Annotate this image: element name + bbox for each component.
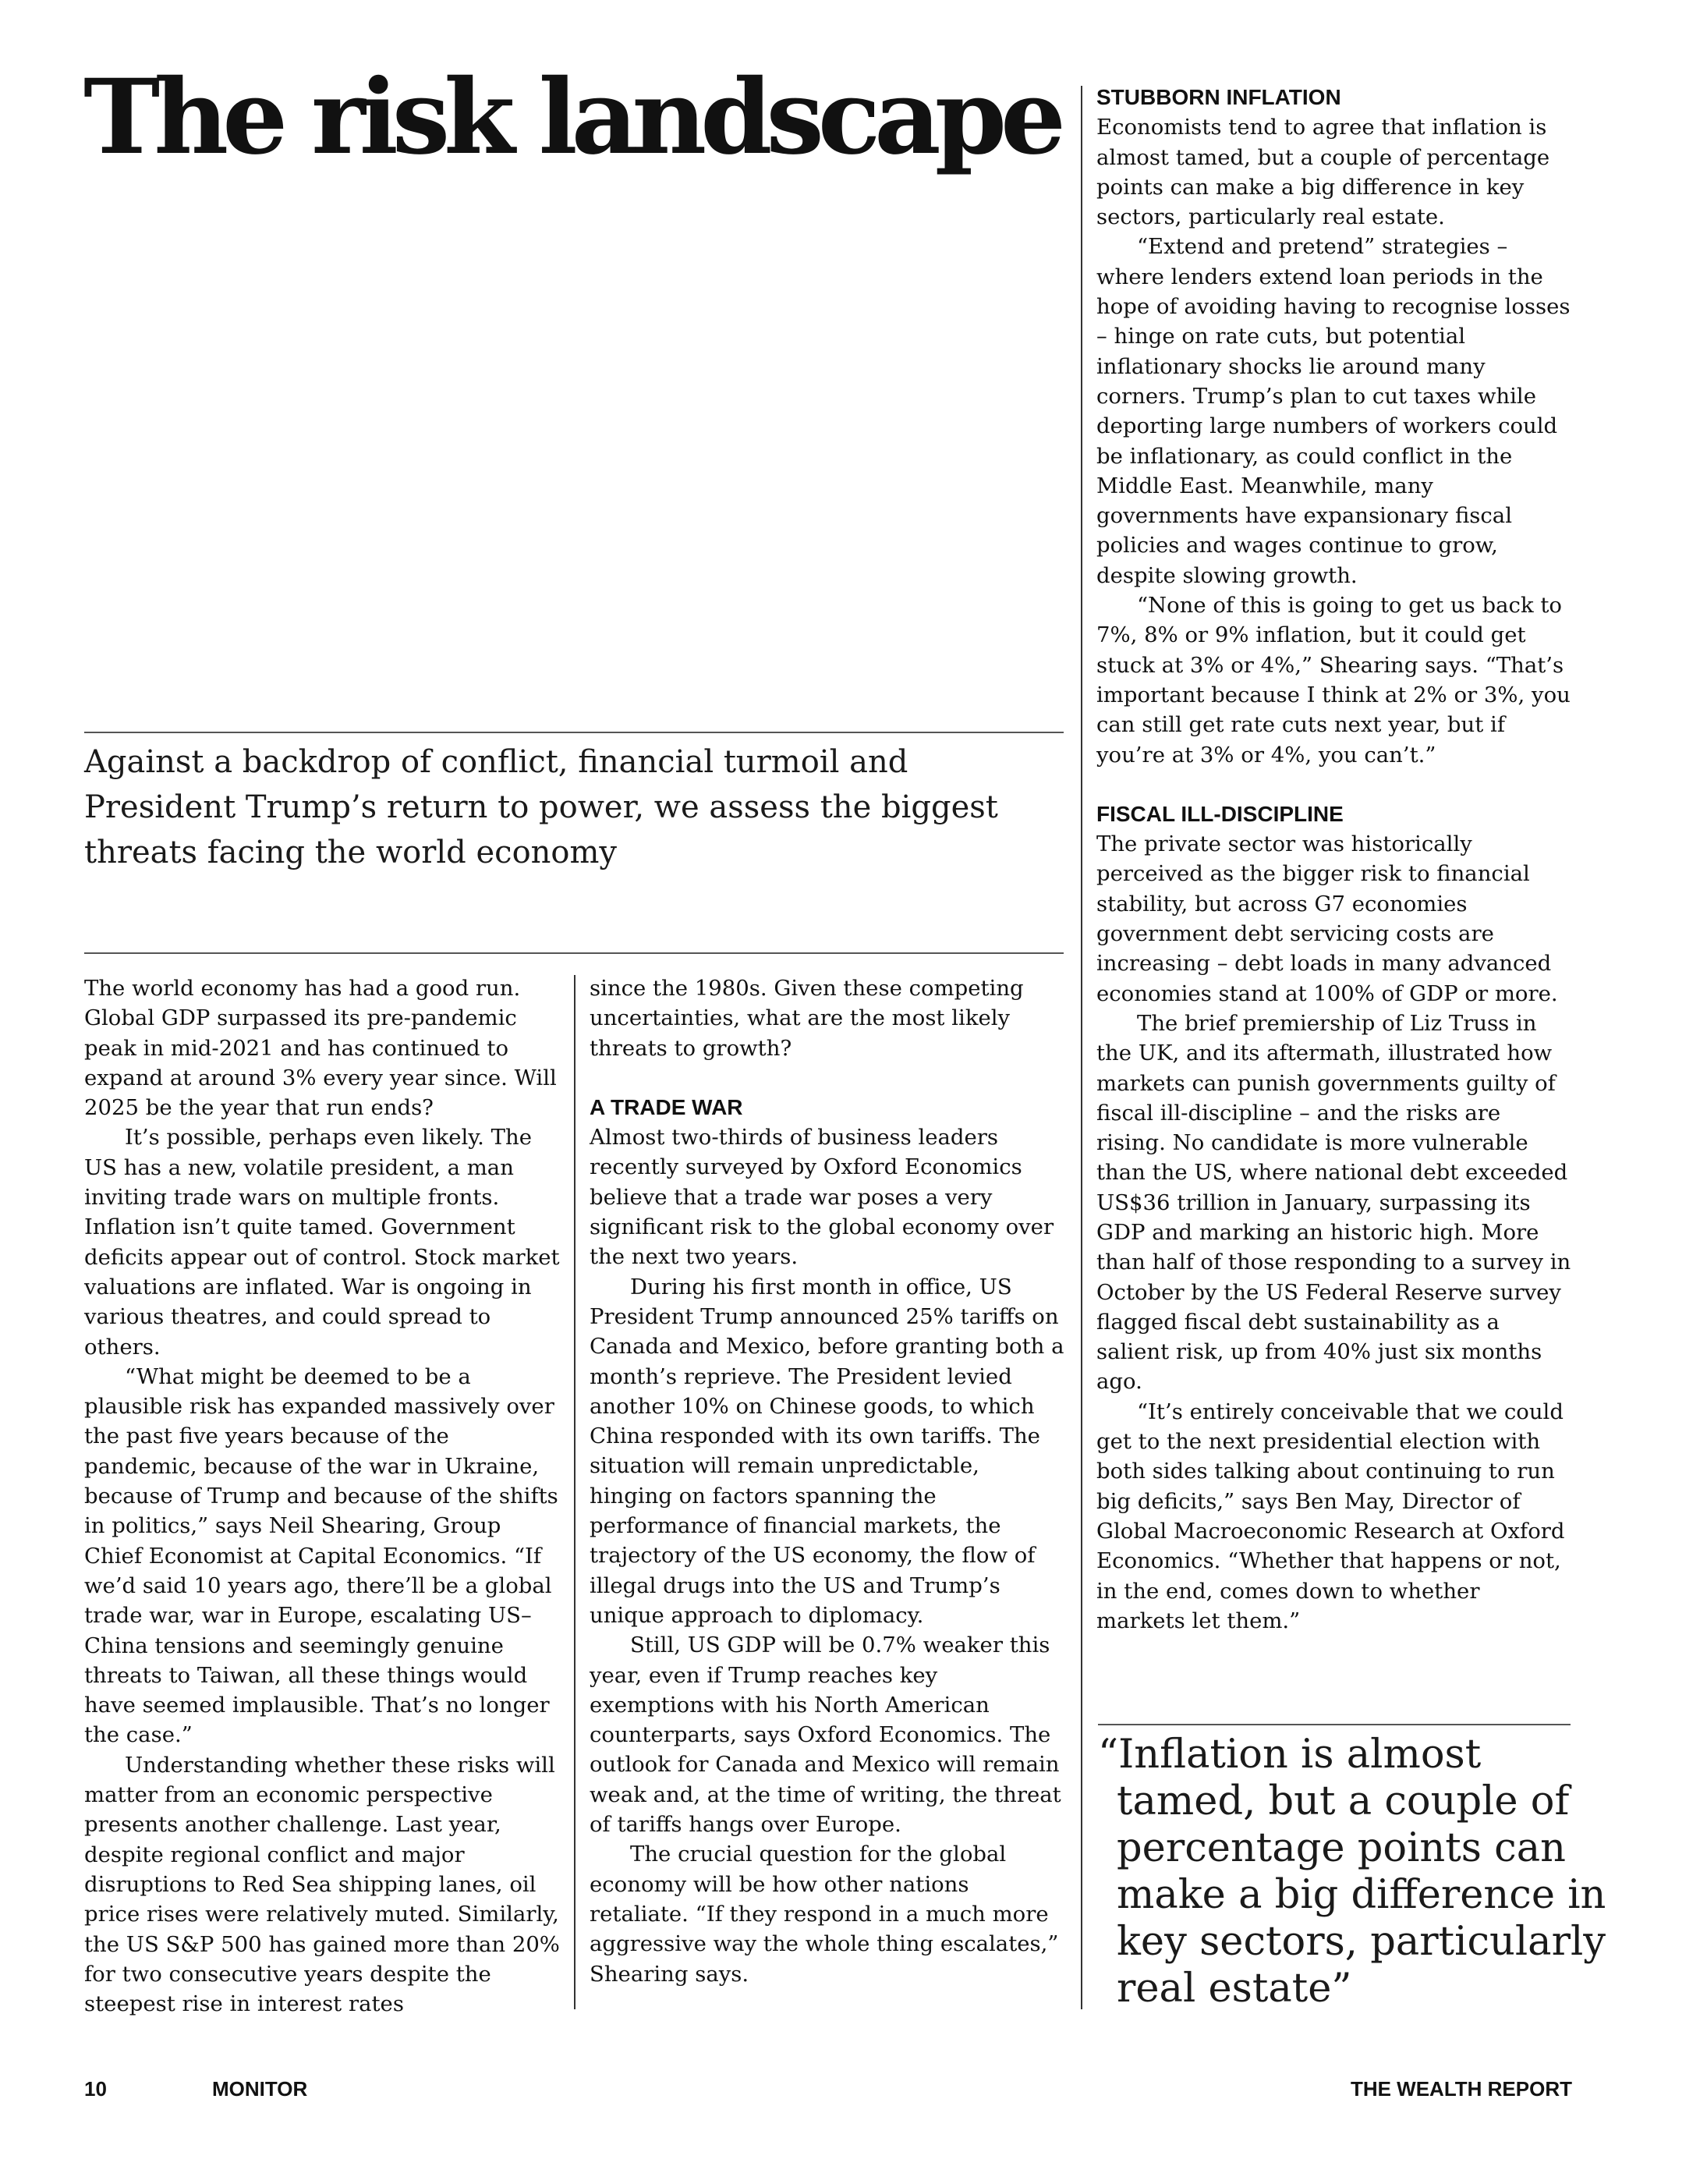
- standfirst: Against a backdrop of conflict, financial turmoil and President Trump’s return to power, we assess the biggest threats facing the world economy: [84, 744, 998, 870]
- section-label: MONITOR: [212, 2077, 308, 2101]
- body-paragraph: During his first month in office, US President Trump announced 25% tariffs on Canada and Mexico, before granting both a month’s reprieve. The President levied another 10% on Chinese goods, to which China responded with its own tariffs. The situation will remain unpredictable, hinging on factors spanning the performance of financial markets, the trajectory of the US economy, the flow of illegal drugs into the US and Trump’s unique approach to diplomacy.: [590, 1274, 1064, 1628]
- body-paragraph: “What might be deemed to be a plausible risk has expanded massively over the past five years because of the pandemic, because of the war in Ukraine, because of Trump and because of the shifts in politics,” says Neil Shearing, Group Chief Economist at Capital Economics. “If we’d said 10 years ago, there’ll be a global trade war, war in Europe, escalating US–China tensions and seemingly genuine threats to Taiwan, all these things would have seemed implausible. That’s no longer the case.”: [84, 1363, 558, 1748]
- body-paragraph: The world economy has had a good run. Global GDP surpassed its pre-pandemic peak in mid-2021 and has continued to expand at around 3% every year since. Will 2025 be the year that run ends?: [84, 976, 557, 1121]
- body-paragraph: since the 1980s. Given these competing uncertainties, what are the most likely threats to growth?: [590, 976, 1024, 1061]
- body-paragraph: “It’s entirely conceivable that we could get to the next presidential election with both sides talking about continuing to run big deficits,” says Ben May, Director of Global Macroeconomic Research at Oxford Economics. “Whether that happens or not, in the end, comes down to whether markets let them.”: [1096, 1399, 1565, 1633]
- standfirst-top-rule: [84, 732, 1064, 733]
- body-paragraph: The brief premiership of Liz Truss in the UK, and its aftermath, illustrated how markets can punish governments guilty of fiscal ill-discipline – and the risks are rising. No candidate is more vulnerable than the US, where national debt exceeded US$36 trillion in January, surpassing its GDP and marking an historic high. More than half of those responding to a survey in October by the US Federal Reserve survey flagged fiscal debt sustainability as a salient risk, up from 40% just six months ago.: [1096, 1010, 1571, 1395]
- pull-quote-rule: [1098, 1724, 1571, 1725]
- body-column-3: [1096, 83, 1572, 1636]
- body-paragraph: Almost two-thirds of business leaders recently surveyed by Oxford Economics believe that a trade war poses a very significant risk to the global economy over the next two years.: [590, 1125, 1054, 1270]
- column-divider-right: [1081, 86, 1082, 2009]
- body-top-rule: [84, 952, 1064, 954]
- body-paragraph: The private sector was historically perceived as the bigger risk to financial stability, but across G7 economies government debt servicing costs are increasing – debt loads in many advanced economies stand at 100% of GDP or more.: [1096, 831, 1558, 1006]
- body-paragraph: Economists tend to agree that inflation is almost tamed, but a couple of percentage points can make a big difference in key sectors, particularly real estate.: [1096, 115, 1550, 230]
- pull-quote: “Inflation is almost tamed, but a couple of percentage points can make a big difference in key sectors, particularly real estate”: [1098, 1732, 1606, 2012]
- publication-name: THE WEALTH REPORT: [1350, 2077, 1572, 2101]
- body-paragraph: “Extend and pretend” strategies – where lenders extend loan periods in the hope of avoiding having to recognise losses – hinge on rate cuts, but potential inflationary shocks lie around many corners. Trump’s plan to cut taxes while deporting large numbers of workers could be inflationary, as could conflict in the Middle East. Meanwhile, many governments have expansionary fiscal policies and wages continue to grow, despite slowing growth.: [1096, 234, 1571, 588]
- body-paragraph: Understanding whether these risks will matter from an economic perspective presents another challenge. Last year, despite regional conflict and major disruptions to Red Sea shipping lanes, oil price rises were relatively muted. Similarly, the US S&P 500 has gained more than 20% for two consecutive years despite the steepest rise in interest rates: [84, 1752, 560, 2017]
- section-heading-inflation: STUBBORN INFLATION: [1096, 85, 1341, 109]
- body-column-2: [590, 973, 1065, 1989]
- body-paragraph: It’s possible, perhaps even likely. The US has a new, volatile president, a man inviting trade wars on multiple fronts. Inflation isn’t quite tamed. Government deficits appear out of control. Stock market valuations are inflated. War is ongoing in various theatres, and could spread to others.: [84, 1125, 560, 1360]
- column-divider-middle: [574, 975, 575, 2009]
- section-spacer: [590, 1063, 1065, 1093]
- section-spacer: [1096, 770, 1572, 800]
- page-number: 10: [84, 2077, 107, 2101]
- article-title: The risk landscape: [83, 57, 1060, 178]
- body-column-1: [84, 973, 560, 2019]
- body-paragraph: The crucial question for the global economy will be how other nations retaliate. “If they respond in a much more aggressive way the whole thing escalates,” Shearing says.: [590, 1842, 1059, 1987]
- body-paragraph: Still, US GDP will be 0.7% weaker this year, even if Trump reaches key exemptions with his North American counterparts, says Oxford Economics. The outlook for Canada and Mexico will remain weak and, at the time of writing, the threat of tariffs hangs over Europe.: [590, 1633, 1061, 1838]
- body-paragraph: “None of this is going to get us back to 7%, 8% or 9% inflation, but it could get stuck at 3% or 4%,” Shearing says. “That’s important because I think at 2% or 3%, you can still get rate cuts next year, but if you’re at 3% or 4%, you can’t.”: [1096, 593, 1571, 768]
- section-heading-trade-war: A TRADE WAR: [590, 1094, 743, 1119]
- section-heading-fiscal: FISCAL ILL-DISCIPLINE: [1096, 801, 1344, 826]
